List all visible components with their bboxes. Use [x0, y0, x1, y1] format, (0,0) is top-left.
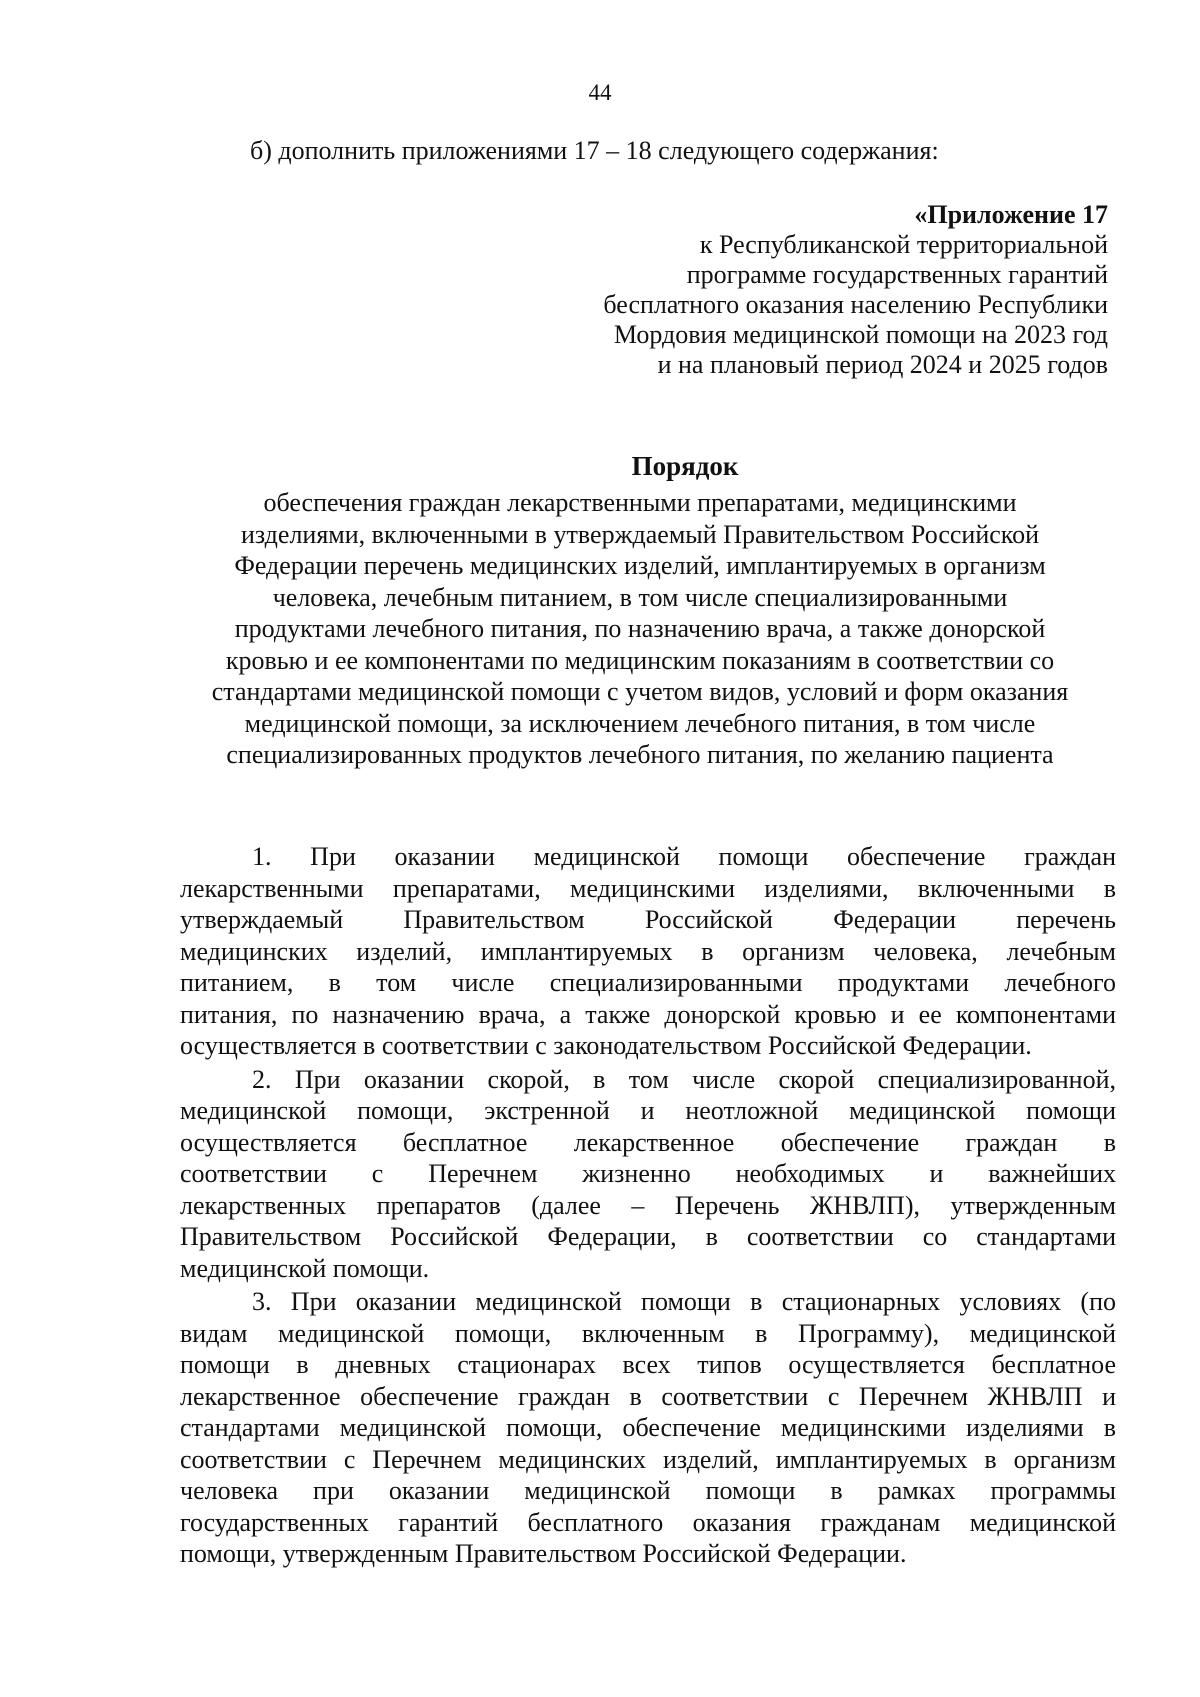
paragraph-line: питанием, в том числе специализированными продуктами лечебного: [180, 968, 1116, 997]
paragraph-line: соответствии с Перечнем медицинских изделий, имплантируемых в организм: [180, 1444, 1116, 1474]
paragraph-line: лекарственное обеспечение граждан в соответствии с Перечнем ЖНВЛП и: [180, 1381, 1116, 1411]
paragraph-2: [180, 1064, 1116, 1285]
appendix-line: Мордовия медицинской помощи на 2023 год: [613, 320, 1108, 349]
paragraph-line: медицинской помощи.: [180, 1253, 430, 1283]
paragraph-1: [180, 841, 1116, 1062]
subtitle-line: продуктами лечебного питания, по назначению врача, а также донорской: [234, 614, 1046, 643]
appendix-line: бесплатного оказания населению Республики: [603, 290, 1108, 319]
paragraph-line: осуществляется в соответствии с законодательством Российской Федерации.: [180, 1031, 1032, 1060]
paragraph-line: соответствии с Перечнем жизненно необходимых и важнейших: [180, 1159, 1116, 1188]
body-text: [180, 841, 1116, 1572]
paragraph-3: [180, 1286, 1116, 1570]
paragraph-line: 3. При оказании медицинской помощи в стационарных условиях (по: [252, 1287, 1116, 1316]
subtitle-line: человека, лечебным питанием, в том числе специализированными: [272, 582, 1008, 612]
subtitle-line: изделиями, включенными в утверждаемый Правительством Российской: [240, 519, 1040, 549]
document-title: Порядок: [631, 451, 739, 481]
paragraph-line: помощи, утвержденным Правительством Российской Федерации.: [180, 1539, 907, 1568]
subtitle-line: кровью и ее компонентами по медицинским показаниям в соответствии со: [225, 645, 1055, 675]
paragraph-line: медицинских изделий, имплантируемых в организм человека, лечебным: [180, 936, 1116, 966]
paragraph-line: питания, по назначению врача, а также донорской кровью и ее компонентами: [180, 999, 1116, 1029]
paragraph-line: медицинской помощи, экстренной и неотложной медицинской помощи: [180, 1096, 1116, 1125]
paragraph-line: государственных гарантий бесплатного оказания гражданам медицинской: [180, 1507, 1116, 1537]
paragraph-line: 2. При оказании скорой, в том числе скорой специализированной,: [252, 1064, 1116, 1094]
document-subtitle: [160, 487, 1120, 771]
subtitle-line: обеспечения граждан лекарственными препаратами, медицинскими: [263, 488, 1017, 517]
appendix-line: и на плановый период 2024 и 2025 годов: [657, 350, 1108, 379]
paragraph-line: лекарственных препаратов (далее – Перечень ЖНВЛП), утвержденным: [180, 1190, 1116, 1220]
paragraph-line: лекарственными препаратами, медицинскими изделиями, включенными в: [180, 873, 1116, 903]
intro-line: б) дополнить приложениями 17 – 18 следующего содержания:: [250, 136, 939, 165]
subtitle-line: Федерации перечень медицинских изделий, имплантируемых в организм: [234, 551, 1046, 580]
subtitle-line: специализированных продуктов лечебного питания, по желанию пациента: [226, 740, 1054, 769]
paragraph-line: утверждаемый Правительством Российской Федерации перечень: [180, 905, 1116, 934]
paragraph-line: видам медицинской помощи, включенным в Программу), медицинской: [180, 1318, 1116, 1348]
paragraph-line: человека при оказании медицинской помощи в рамках программы: [180, 1476, 1116, 1505]
paragraph-line: Правительством Российской Федерации, в соответствии со стандартами: [180, 1222, 1116, 1251]
subtitle-line: медицинской помощи, за исключением лечебного питания, в том числе: [244, 708, 1036, 738]
appendix-title: «Приложение 17: [914, 200, 1108, 229]
paragraph-line: 1. При оказании медицинской помощи обеспечение граждан: [252, 842, 1116, 871]
appendix-header: [603, 200, 1108, 380]
appendix-line: программе государственных гарантий: [686, 260, 1108, 289]
paragraph-line: помощи в дневных стационарах всех типов осуществляется бесплатное: [180, 1350, 1116, 1379]
paragraph-line: осуществляется бесплатное лекарственное обеспечение граждан в: [180, 1127, 1116, 1157]
page-number: 44: [588, 80, 612, 105]
paragraph-line: стандартами медицинской помощи, обеспечение медицинскими изделиями в: [180, 1413, 1116, 1442]
subtitle-line: стандартами медицинской помощи с учетом видов, условий и форм оказания: [211, 677, 1069, 706]
appendix-line: к Республиканской территориальной: [699, 230, 1108, 259]
